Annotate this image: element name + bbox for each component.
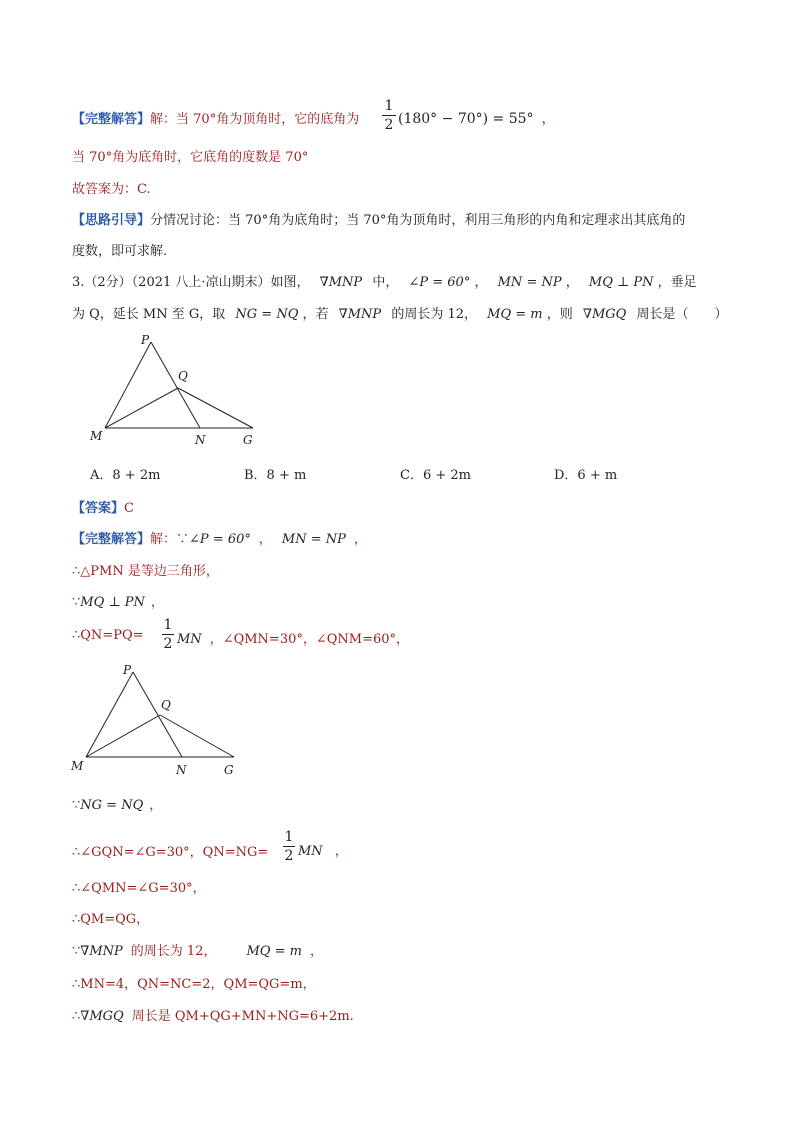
choice-b[interactable]: B．8 + m (244, 468, 307, 483)
hint-line2: 度数，即可求解. (72, 244, 168, 259)
q3-text: 中， (372, 275, 399, 290)
sol2-text: 解：当 70°角为顶角时，它的底角为 (150, 112, 360, 127)
sol2-line1 (72, 108, 359, 127)
label-n: N (176, 763, 187, 777)
comma: ， (541, 111, 556, 127)
sol2-expr (398, 108, 556, 128)
comma: ， (149, 798, 163, 813)
sol3-triangle-mnp: ∇MNP (80, 944, 123, 959)
label-g: G (224, 763, 234, 777)
sol3-line4-a: ∴QN=PQ= (72, 628, 144, 643)
solution-tag: 【完整解答】 (72, 532, 151, 547)
sol3-line7: ∴∠QMN=∠G=30°， (72, 881, 206, 896)
sol3-mq-m: MQ = m (246, 944, 302, 959)
q3-angle-p: ∠P = 60° (408, 275, 471, 290)
sol3-mn: MN (177, 632, 202, 647)
sol3-fraction-2 (283, 829, 295, 864)
frac-denominator: 2 (384, 117, 394, 133)
choice-d[interactable]: D．6 + m (554, 468, 618, 483)
label-p: P (123, 663, 132, 677)
hint-tag: 【思路引导】 (72, 213, 151, 228)
sol2-line3: 故答案为：C. (72, 182, 151, 197)
triangle-figure-2 (68, 662, 248, 782)
label-q: Q (178, 369, 188, 383)
q3-perp: MQ ⊥ PN (588, 275, 654, 290)
triangle-figure-1 (85, 332, 265, 452)
comma: ， (353, 532, 367, 547)
sol3-line1 (72, 528, 367, 547)
sol3-text: ∵ (72, 944, 81, 959)
frac-numerator: 1 (284, 829, 294, 845)
choice-c[interactable]: C．6 + 2m (400, 468, 471, 483)
q3-text: ， (565, 275, 579, 290)
sol3-line11 (72, 1005, 354, 1024)
frac-numerator: 1 (163, 617, 173, 633)
frac-denominator: 2 (284, 848, 294, 864)
q3-text: 周长是（ ） (636, 307, 728, 322)
q3-text: ，垂足 (657, 275, 697, 290)
sol3-mn: MN (298, 844, 323, 859)
sol3-triangle-mgq: ∇MGQ (80, 1009, 124, 1024)
label-g: G (243, 433, 253, 447)
sol3-mn-np: MN = NP (281, 532, 346, 547)
comma: ， (150, 595, 164, 610)
sol3-text: ∴ (72, 1009, 81, 1024)
q3-text: ，若 (302, 307, 329, 322)
q3-text: ，则 (546, 307, 573, 322)
sol3-text: 的周长为 12， (130, 944, 217, 959)
sol3-line9 (72, 940, 323, 959)
sol2-line2: 当 70°角为底角时，它底角的度数是 70° (72, 150, 309, 165)
sol3-fraction-1 (162, 617, 174, 652)
sol3-text: ∵ (72, 595, 81, 610)
sol3-text: 周长是 QM+QG+MN+NG=6+2m. (131, 1009, 354, 1024)
hint-line1 (72, 209, 685, 228)
hint-text: 分情况讨论：当 70°角为底角时；当 70°角为顶角时，利用三角形的内角和定理求出其底角的 (150, 213, 686, 228)
sol3-line6-b (298, 840, 348, 859)
sol3-perp: MQ ⊥ PN (80, 595, 145, 610)
sol3-line2: ∴△PMN 是等边三角形， (72, 564, 219, 579)
sol3-angle-p: ∠P = 60° (189, 532, 251, 547)
comma: ， (309, 944, 323, 959)
label-m: M (90, 429, 103, 443)
sol3-line4-b (177, 628, 409, 647)
label-m: M (71, 759, 84, 773)
comma: ， (258, 532, 272, 547)
q3-mn-np: MN = NP (497, 275, 562, 290)
q3-triangle-mnp: ∇MNP (319, 275, 363, 290)
answer-line (72, 497, 134, 516)
q3-intro: 3.（2分）（2021 八上·凉山期末）如图， (72, 275, 310, 290)
q3-triangle-mgq: ∇MGQ (582, 307, 627, 322)
q3-ng-nq: NG = NQ (235, 307, 299, 322)
sol3-ng-nq: NG = NQ (80, 798, 144, 813)
q3-line2 (72, 303, 727, 322)
q3-mq-m: MQ = m (487, 307, 543, 322)
q3-text: ， (474, 275, 488, 290)
q3-text: 为 Q，延长 MN 至 G，取 (72, 307, 226, 322)
sol3-text: ∵ (72, 798, 81, 813)
label-p: P (141, 333, 150, 347)
q3-line1 (72, 271, 697, 290)
sol3-line8: ∴QM=QG， (72, 912, 150, 927)
sol2-fraction (382, 98, 396, 133)
sol3-line6-a: ∴∠GQN=∠G=30°，QN=NG= (72, 845, 269, 860)
sol3-text: 解：∵ (150, 532, 190, 547)
solution-tag: 【完整解答】 (72, 112, 151, 127)
sol3-text: ，∠QMN=30°，∠QNM=60°， (209, 632, 410, 647)
label-n: N (195, 433, 206, 447)
q3-triangle-mnp: ∇MNP (338, 307, 382, 322)
label-q: Q (161, 698, 171, 712)
sol3-line5 (72, 794, 162, 813)
answer-tag: 【答案】 (72, 501, 125, 516)
answer-value: C (124, 501, 134, 516)
choice-a[interactable]: A．8 + 2m (90, 468, 161, 483)
frac-numerator: 1 (384, 98, 394, 114)
sol2-math: (180° − 70°) = 55° (398, 111, 534, 127)
sol3-line3 (72, 591, 164, 610)
q3-text: 的周长为 12， (391, 307, 477, 322)
frac-denominator: 2 (163, 636, 173, 652)
sol3-line10: ∴MN=4，QN=NC=2，QM=QG=m， (72, 977, 316, 992)
comma: ， (334, 844, 348, 859)
